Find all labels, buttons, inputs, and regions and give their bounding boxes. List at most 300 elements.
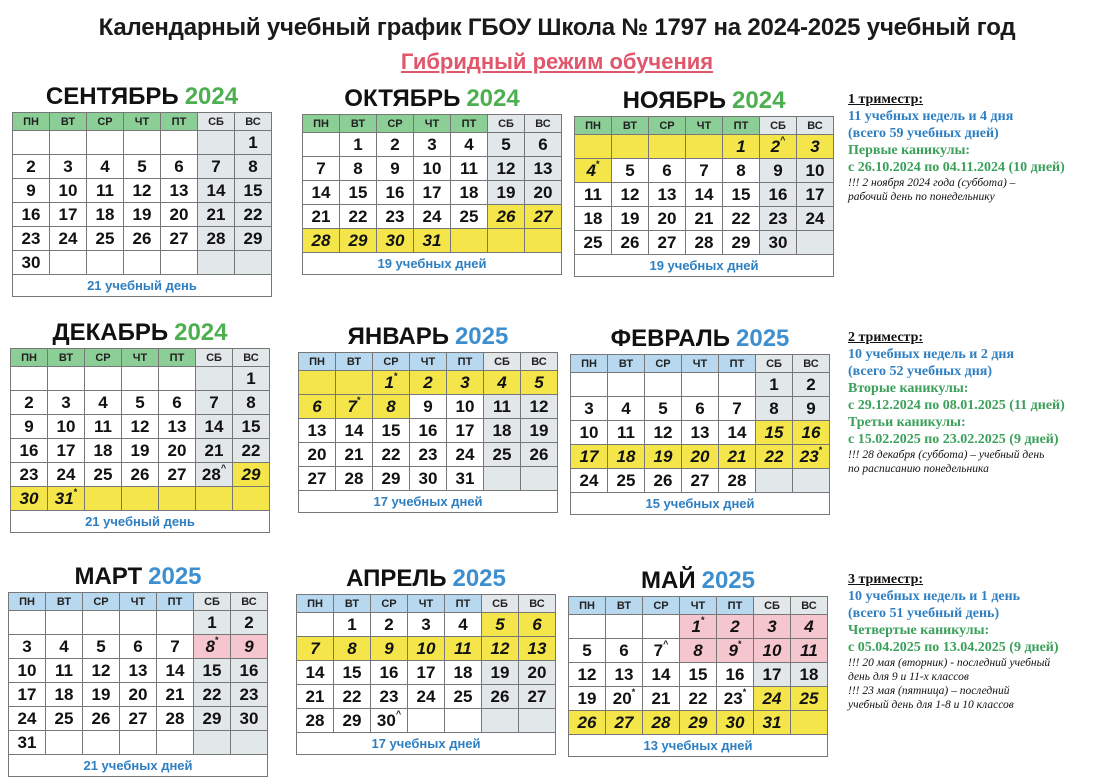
day-number: 5: [495, 614, 505, 634]
weekday-7: ВС: [235, 113, 272, 131]
day-number: 31: [455, 468, 475, 488]
day-cell: [447, 395, 484, 419]
holiday-range: с 29.12.2024 по 08.01.2025 (11 дней): [848, 398, 1065, 413]
day-number: 13: [614, 664, 634, 684]
day-cell: [13, 179, 50, 203]
day-cell: [161, 131, 198, 155]
day-cell: [719, 397, 756, 421]
day-cell: [575, 135, 612, 159]
trimester-days: (всего 59 учебных дней): [848, 126, 999, 141]
week-row: [575, 159, 834, 183]
day-cell: [793, 421, 830, 445]
day-number: 28: [305, 710, 325, 730]
week-row: [571, 469, 830, 493]
day-cell: [87, 179, 124, 203]
day-number: 20: [128, 684, 148, 704]
day-number: 7: [211, 156, 221, 176]
day-number: 20: [657, 208, 677, 228]
week-row: [299, 443, 558, 467]
month-sep: [12, 82, 272, 297]
day-cell: [717, 639, 754, 663]
day-cell: [157, 731, 194, 755]
day-cell: [756, 445, 793, 469]
day-number: 6: [532, 614, 542, 634]
school-days-count: 19 учебных дней: [575, 255, 834, 277]
weekday-6: СБ: [760, 117, 797, 135]
weekday-header: [571, 355, 830, 373]
day-cell: [157, 683, 194, 707]
weekday-2: ВТ: [46, 593, 83, 611]
day-number: 29: [202, 708, 222, 728]
day-number: 12: [529, 396, 549, 416]
day-cell: [451, 181, 488, 205]
day-number: 24: [416, 686, 436, 706]
day-cell: [719, 445, 756, 469]
month-year: 2025: [148, 563, 202, 590]
day-cell: [235, 179, 272, 203]
day-cell: [48, 463, 85, 487]
day-cell: [682, 397, 719, 421]
weekday-1: ПН: [575, 117, 612, 135]
week-row: [13, 131, 272, 155]
day-cell: [445, 637, 482, 661]
day-number: 30: [725, 712, 745, 732]
month-footer-row: [299, 491, 558, 513]
month-heading: [302, 84, 562, 114]
day-number: 18: [459, 182, 479, 202]
month-heading: [570, 324, 830, 354]
day-cell: [569, 639, 606, 663]
calendar-grid: [12, 112, 272, 297]
day-number: 30: [385, 230, 405, 250]
day-number: 11: [584, 184, 602, 204]
weekday-4: ЧТ: [122, 349, 159, 367]
week-row: [9, 659, 268, 683]
week-row: [297, 613, 556, 637]
day-cell: [645, 445, 682, 469]
day-cell: [484, 443, 521, 467]
day-number: 26: [577, 712, 597, 732]
week-row: [569, 663, 828, 687]
day-mark: ^: [663, 638, 669, 649]
day-number: 21: [305, 686, 325, 706]
day-cell: [159, 391, 196, 415]
weekday-3: СР: [643, 597, 680, 615]
day-cell: [519, 637, 556, 661]
month-year: 2025: [701, 567, 755, 594]
day-number: 13: [690, 422, 710, 442]
day-number: 26: [620, 232, 640, 252]
day-number: 8: [246, 392, 256, 412]
day-number: 6: [133, 636, 143, 656]
page-title: Календарный учебный график ГБОУ Школа № 1797 на 2024-2025 учебный год: [98, 14, 1016, 41]
day-cell: [575, 231, 612, 255]
day-number: 19: [91, 684, 111, 704]
calendar-grid: [10, 348, 270, 533]
day-cell: [233, 415, 270, 439]
day-number: 27: [307, 468, 327, 488]
day-number: 11: [94, 416, 112, 436]
day-number: 29: [243, 228, 263, 248]
trimester-2-info: [848, 330, 1110, 476]
day-number: 1: [691, 616, 701, 636]
day-number: 29: [241, 464, 261, 484]
day-number: 17: [422, 182, 442, 202]
day-number: 13: [533, 158, 553, 178]
day-number: 15: [241, 416, 261, 436]
day-cell: [48, 487, 85, 511]
day-number: 30: [21, 252, 41, 272]
calendar-grid: [570, 354, 830, 515]
day-cell: [48, 367, 85, 391]
day-cell: [723, 183, 760, 207]
weekday-4: ЧТ: [680, 597, 717, 615]
day-cell: [157, 635, 194, 659]
day-cell: [645, 373, 682, 397]
day-number: 16: [379, 662, 399, 682]
day-number: 4: [458, 614, 468, 634]
day-cell: [50, 155, 87, 179]
day-cell: [680, 639, 717, 663]
day-cell: [194, 635, 231, 659]
day-cell: [157, 707, 194, 731]
day-number: 7: [699, 160, 709, 180]
day-number: 15: [381, 420, 401, 440]
weekday-2: ВТ: [608, 355, 645, 373]
day-number: 9: [24, 416, 34, 436]
day-cell: [521, 371, 558, 395]
weekday-5: ПТ: [719, 355, 756, 373]
day-cell: [233, 463, 270, 487]
day-cell: [451, 229, 488, 253]
month-footer-row: [303, 253, 562, 275]
day-number: 22: [764, 446, 784, 466]
day-cell: [482, 661, 519, 685]
day-cell: [231, 683, 268, 707]
day-cell: [161, 251, 198, 275]
day-number: 1: [246, 368, 256, 388]
day-cell: [482, 613, 519, 637]
day-number: 9: [423, 396, 433, 416]
day-cell: [447, 443, 484, 467]
day-cell: [643, 663, 680, 687]
day-number: 8: [769, 398, 779, 418]
day-number: 13: [169, 180, 189, 200]
day-number: 28: [165, 708, 185, 728]
day-cell: [410, 467, 447, 491]
day-mark: *: [631, 686, 636, 697]
day-number: 23: [768, 208, 788, 228]
day-number: 21: [344, 444, 364, 464]
month-year: 2024: [174, 319, 228, 346]
weekday-7: ВС: [231, 593, 268, 611]
day-cell: [11, 463, 48, 487]
day-cell: [682, 445, 719, 469]
day-cell: [83, 611, 120, 635]
day-number: 25: [93, 464, 113, 484]
day-number: 6: [172, 392, 182, 412]
day-cell: [723, 159, 760, 183]
day-cell: [299, 371, 336, 395]
day-cell: [50, 203, 87, 227]
day-cell: [484, 419, 521, 443]
day-cell: [519, 685, 556, 709]
day-cell: [606, 711, 643, 735]
day-cell: [120, 659, 157, 683]
day-cell: [196, 439, 233, 463]
month-name: ДЕКАБРЬ: [52, 319, 169, 346]
day-cell: [797, 159, 834, 183]
day-cell: [410, 395, 447, 419]
month-footer-row: [9, 755, 268, 777]
month-footer-row: [571, 493, 830, 515]
day-cell: [87, 131, 124, 155]
day-cell: [608, 445, 645, 469]
weekday-7: ВС: [521, 353, 558, 371]
day-number: 12: [653, 422, 673, 442]
day-cell: [791, 687, 828, 711]
day-number: 7: [732, 398, 742, 418]
day-number: 27: [167, 464, 187, 484]
day-number: 11: [454, 638, 472, 658]
day-number: 29: [688, 712, 708, 732]
day-number: 24: [455, 444, 475, 464]
day-mark: *: [73, 486, 78, 497]
week-row: [571, 373, 830, 397]
day-cell: [340, 181, 377, 205]
day-number: 29: [342, 710, 362, 730]
day-cell: [198, 203, 235, 227]
day-number: 5: [96, 636, 106, 656]
day-cell: [569, 615, 606, 639]
day-cell: [303, 229, 340, 253]
trimester-weeks: 10 учебных недель и 2 дня: [848, 347, 1015, 362]
week-row: [569, 639, 828, 663]
day-number: 4: [586, 160, 596, 180]
day-number: 15: [731, 184, 751, 204]
school-days-count: 15 учебных дней: [571, 493, 830, 515]
day-cell: [297, 637, 334, 661]
day-cell: [235, 155, 272, 179]
month-feb: [570, 324, 830, 515]
day-cell: [760, 135, 797, 159]
day-number: 27: [128, 708, 148, 728]
day-cell: [612, 159, 649, 183]
day-number: 19: [529, 420, 549, 440]
day-number: 13: [128, 660, 148, 680]
day-number: 2: [390, 134, 400, 154]
month-year: 2025: [452, 565, 506, 592]
day-cell: [120, 635, 157, 659]
day-number: 22: [731, 208, 751, 228]
day-number: 21: [727, 446, 747, 466]
trimester-weeks: 10 учебных недель и 1 день: [848, 589, 1021, 604]
day-cell: [525, 157, 562, 181]
day-cell: [159, 439, 196, 463]
calendar-grid: [574, 116, 834, 277]
day-number: 16: [418, 420, 438, 440]
day-cell: [612, 135, 649, 159]
week-row: [303, 229, 562, 253]
day-number: 10: [422, 158, 442, 178]
weekday-6: СБ: [198, 113, 235, 131]
day-number: 12: [620, 184, 640, 204]
day-cell: [336, 443, 373, 467]
month-heading: [568, 566, 828, 596]
trimester-weeks: 11 учебных недель и 4 дня: [848, 109, 1014, 124]
day-cell: [686, 183, 723, 207]
day-number: 6: [695, 398, 705, 418]
day-number: 19: [577, 688, 597, 708]
week-row: [303, 181, 562, 205]
day-cell: [482, 709, 519, 733]
day-number: 28: [344, 468, 364, 488]
day-cell: [85, 463, 122, 487]
day-number: 20: [167, 440, 187, 460]
day-number: 4: [464, 134, 474, 154]
day-number: 1: [384, 372, 394, 392]
day-mark: *: [356, 394, 361, 405]
day-cell: [196, 367, 233, 391]
day-number: 11: [55, 660, 73, 680]
day-number: 5: [137, 156, 147, 176]
weekday-2: ВТ: [48, 349, 85, 367]
day-cell: [83, 731, 120, 755]
day-cell: [525, 181, 562, 205]
day-cell: [488, 157, 525, 181]
day-number: 15: [764, 422, 784, 442]
day-number: 8: [205, 636, 215, 656]
weekday-6: СБ: [194, 593, 231, 611]
week-row: [569, 711, 828, 735]
weekday-1: ПН: [299, 353, 336, 371]
weekday-3: СР: [645, 355, 682, 373]
day-number: 10: [762, 640, 782, 660]
day-number: 8: [353, 158, 363, 178]
day-number: 15: [688, 664, 708, 684]
day-cell: [414, 181, 451, 205]
weekday-header: [299, 353, 558, 371]
week-row: [569, 615, 828, 639]
day-mark: ^: [220, 462, 227, 473]
day-cell: [231, 635, 268, 659]
weekday-3: СР: [373, 353, 410, 371]
day-cell: [161, 179, 198, 203]
week-row: [575, 207, 834, 231]
day-number: 10: [455, 396, 475, 416]
week-row: [9, 683, 268, 707]
day-number: 18: [93, 440, 113, 460]
day-cell: [196, 487, 233, 511]
weekday-7: ВС: [793, 355, 830, 373]
week-row: [299, 419, 558, 443]
day-number: 29: [348, 230, 368, 250]
day-cell: [124, 203, 161, 227]
day-cell: [649, 159, 686, 183]
day-cell: [377, 133, 414, 157]
day-cell: [85, 487, 122, 511]
day-number: 3: [767, 616, 777, 636]
school-days-count: 17 учебных дней: [299, 491, 558, 513]
week-row: [11, 367, 270, 391]
day-cell: [377, 181, 414, 205]
day-number: 27: [657, 232, 677, 252]
day-cell: [717, 663, 754, 687]
day-number: 28: [694, 232, 714, 252]
day-cell: [161, 203, 198, 227]
day-cell: [159, 487, 196, 511]
day-number: 20: [169, 204, 189, 224]
day-number: 11: [460, 158, 478, 178]
day-number: 3: [810, 136, 820, 156]
day-number: 24: [56, 464, 76, 484]
day-number: 25: [492, 444, 512, 464]
day-cell: [336, 419, 373, 443]
school-days-count: 19 учебных дней: [303, 253, 562, 275]
weekday-1: ПН: [297, 595, 334, 613]
weekday-6: СБ: [754, 597, 791, 615]
day-cell: [649, 231, 686, 255]
day-number: 24: [762, 688, 782, 708]
weekday-2: ВТ: [606, 597, 643, 615]
day-cell: [719, 421, 756, 445]
day-cell: [157, 611, 194, 635]
day-cell: [231, 707, 268, 731]
calendar-grid: [302, 114, 562, 275]
weekday-3: СР: [649, 117, 686, 135]
day-number: 17: [455, 420, 475, 440]
day-cell: [680, 615, 717, 639]
weekday-3: СР: [371, 595, 408, 613]
school-days-count: 21 учебный день: [13, 275, 272, 297]
week-row: [11, 415, 270, 439]
day-cell: [50, 227, 87, 251]
day-number: 9: [773, 160, 783, 180]
day-cell: [9, 635, 46, 659]
day-cell: [303, 157, 340, 181]
day-cell: [303, 181, 340, 205]
day-cell: [719, 373, 756, 397]
day-cell: [373, 371, 410, 395]
week-row: [297, 637, 556, 661]
day-mark: *: [700, 614, 705, 625]
day-number: 21: [204, 440, 224, 460]
day-cell: [680, 687, 717, 711]
month-jan: [298, 322, 558, 513]
day-number: 14: [311, 182, 331, 202]
day-number: 22: [342, 686, 362, 706]
day-number: 27: [614, 712, 634, 732]
day-number: 24: [422, 206, 442, 226]
week-row: [299, 371, 558, 395]
month-name: ЯНВАРЬ: [347, 323, 449, 350]
day-cell: [717, 711, 754, 735]
day-number: 26: [496, 206, 516, 226]
week-row: [303, 205, 562, 229]
day-number: 6: [174, 156, 184, 176]
day-cell: [680, 663, 717, 687]
week-row: [11, 487, 270, 511]
day-cell: [410, 443, 447, 467]
day-cell: [334, 709, 371, 733]
day-cell: [643, 687, 680, 711]
day-number: 2: [384, 614, 394, 634]
day-cell: [793, 469, 830, 493]
day-number: 11: [96, 180, 114, 200]
day-number: 7: [653, 640, 664, 660]
day-cell: [754, 687, 791, 711]
weekday-2: ВТ: [612, 117, 649, 135]
